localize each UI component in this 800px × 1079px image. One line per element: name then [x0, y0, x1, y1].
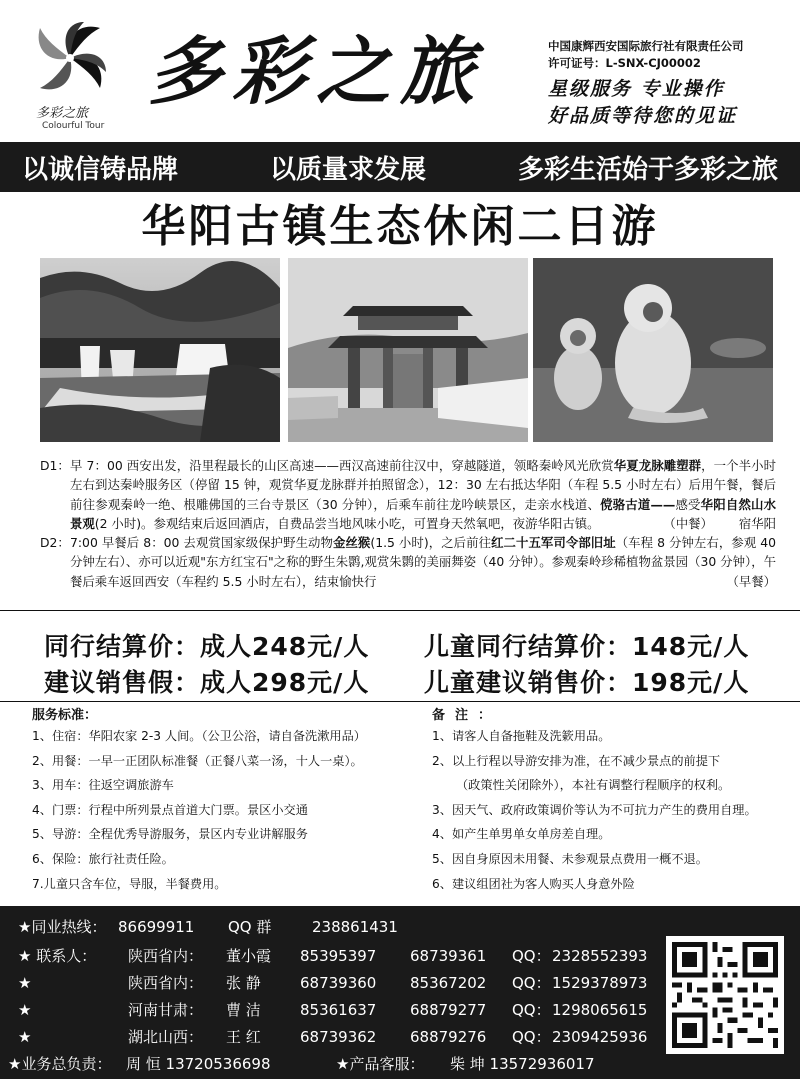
contact-qq-label: QQ：: [512, 947, 551, 965]
contact-qq: 2328552393: [552, 947, 648, 965]
highlight-text: 傥骆古道——: [600, 496, 676, 512]
price-box: [0, 610, 800, 702]
pinwheel-logo-icon: [22, 18, 118, 98]
child-suggested-price: 儿童建议销售价：198元/人: [424, 668, 750, 697]
itinerary-text: (2 小时)。参观结束后返回酒店，自费品尝当地风味小吃，可置身天然氧吧，夜游华阳古镇。: [94, 515, 600, 531]
itinerary-text: （车程 8 分钟左右，参观 40 分钟左右）、亦可以近观"东方红宝石"之称的野生朱鹮,观赏朱鹮的美丽舞姿（40 分钟）。参观秦岭珍稀植物盆景园（30 分钟），午餐后乘车返回西安（车程约 5.5 小时左右），结束愉快行: [70, 535, 777, 589]
contact-panel: [0, 906, 800, 1079]
star-icon: ★: [18, 974, 32, 992]
notes-list: [432, 724, 792, 896]
stay-label: 宿华阳: [738, 515, 776, 531]
itinerary-day-2: [40, 533, 776, 591]
adult-suggested-price: 建议销售假：成人298元/人: [44, 668, 370, 697]
itinerary-text: 7:00 早餐后 8：00 去观赏国家级保护野生动物: [70, 535, 333, 551]
contact-qq-label: QQ：: [512, 1028, 551, 1046]
logo-text: 多彩之旅: [36, 106, 89, 121]
itinerary-text: (1.5 小时)，之后前往: [370, 535, 492, 551]
contact-qq: 1529378973: [552, 974, 648, 992]
qq-group-number: 238861431: [312, 918, 398, 936]
contact-qq: 2309425936: [552, 1028, 648, 1046]
motto-banner: [0, 142, 800, 192]
note-item: 4、如产生单男单女单房差自理。: [432, 827, 611, 842]
contact-qq-label: QQ：: [512, 1001, 551, 1019]
service-item: 3、用车：往返空调旅游车: [32, 778, 174, 793]
itinerary: [40, 456, 776, 591]
contacts-label: ★ 联系人：: [18, 947, 97, 965]
contact-tel-2: 85367202: [410, 974, 487, 992]
services-title: 服务标准：: [32, 708, 98, 723]
slogan-2: 好品质等待您的见证: [548, 105, 738, 127]
contact-region: 湖北山西：: [128, 1028, 204, 1046]
manager-row: [0, 1051, 800, 1077]
contact-qq: 1298065615: [552, 1001, 648, 1019]
contact-tel-1: 68739362: [300, 1028, 377, 1046]
note-item: （政策性关闭除外），本社有调整行程顺序的权利。: [456, 778, 731, 793]
note-item: 2、以上行程以导游安排为准，在不减少景点的前提下: [432, 753, 721, 768]
service-item: 2、用餐：一早一正团队标准餐（正餐八菜一汤，十人一桌）。: [32, 753, 363, 768]
ancient-gate-photo: [288, 258, 528, 442]
notes-title: 备注：: [432, 708, 502, 723]
service-item: 7.儿童只含车位，导服，半餐费用。: [32, 876, 227, 891]
contact-qq-label: QQ：: [512, 974, 551, 992]
contact-tel-2: 68879277: [410, 1001, 487, 1019]
contact-region: 河南甘肃：: [128, 1001, 204, 1019]
motto-2: 以质量求发展: [269, 154, 426, 185]
note-item: 1、请客人自备拖鞋及洗簌用品。: [432, 729, 611, 743]
logo: [22, 18, 122, 138]
qr-code-icon: [672, 942, 778, 1048]
highlight-text: 金丝猴: [332, 535, 371, 551]
note-item: 6、建议组团社为客人购买人身意外险: [432, 876, 635, 891]
service-label: ★产品客服：: [336, 1055, 425, 1073]
contact-tel-1: 85361637: [300, 1001, 377, 1019]
highlight-text: 华阳自然山水景观: [70, 496, 777, 531]
note-item: 3、因天气、政府政策调价等认为不可抗力产生的费用自理。: [432, 802, 757, 817]
service-item: 4、门票：行程中所列景点首道大门票。景区小交通: [32, 802, 308, 817]
meal-label: （早餐）: [726, 573, 776, 589]
tour-title: 华阳古镇生态休闲二日游: [141, 201, 659, 252]
contact-region: 陕西省内：: [128, 974, 204, 992]
header: [0, 0, 800, 142]
service-info: 柴 坤 13572936017: [450, 1055, 595, 1073]
note-item: 5、因自身原因未用餐、未参观景点费用一概不退。: [432, 851, 708, 866]
star-icon: ★: [18, 1028, 32, 1046]
contact-name: 张 静: [226, 974, 261, 992]
contact-tel-1: 85395397: [300, 947, 377, 965]
license-number: 许可证号：L-SNX-CJ00002: [548, 56, 701, 70]
service-item: 6、保险：旅行社责任险。: [32, 851, 174, 866]
contact-region: 陕西省内：: [128, 947, 204, 965]
logo-english: Colourful Tour: [42, 121, 105, 131]
services-list: [32, 724, 422, 896]
contact-tel-2: 68879276: [410, 1028, 487, 1046]
service-item: 1、住宿：华阳农家 2-3 人间。（公卫公浴，请自备洗漱用品）: [32, 729, 366, 743]
contact-tel-2: 68739361: [410, 947, 487, 965]
brand-title: 多彩之旅: [148, 29, 484, 115]
qr-code[interactable]: [666, 936, 784, 1054]
itinerary-text: ，一个半小时左右到达秦岭服务区（停留 15 钟，观赏华夏龙脉群并拍照留念），12：30 左右抵达华阳（车程 5.5 小时左右）后用午餐，餐后前往参观秦岭一绝、根雕佛国的三台寺景区（30 分钟），后乘车前往龙吟峡景区，走亲水栈道、: [70, 458, 777, 512]
price-row-suggested: [44, 663, 750, 699]
price-row-settlement: [44, 627, 750, 663]
highlight-text: 华夏龙脉雕塑群: [613, 458, 702, 473]
day-label: D1：: [40, 458, 70, 473]
meal-label: （中餐）: [669, 515, 713, 531]
motto-1: 以诚信铸品牌: [22, 154, 179, 185]
itinerary-text: 感受: [675, 496, 701, 512]
adult-settlement-price: 同行结算价：成人248元/人: [44, 632, 370, 661]
star-icon: ★: [18, 1001, 32, 1019]
itinerary-day-1: [40, 456, 776, 533]
company-name: 中国康辉西安国际旅行社有限责任公司: [548, 39, 744, 53]
hotline-label: ★同业热线：: [18, 918, 107, 936]
contact-name: 曹 洁: [226, 1001, 261, 1019]
contact-name: 董小霞: [226, 947, 272, 965]
manager-info: 周 恒 13720536698: [126, 1055, 271, 1073]
contact-tel-1: 68739360: [300, 974, 377, 992]
motto-3: 多彩生活始于多彩之旅: [517, 154, 778, 185]
golden-monkey-photo: [533, 258, 773, 442]
contact-name: 王 红: [226, 1028, 261, 1046]
child-settlement-price: 儿童同行结算价：148元/人: [424, 632, 750, 661]
day-label: D2：: [40, 535, 70, 551]
itinerary-text: 早 7：00 西安出发，沿里程最长的山区高速——西汉高速前往汉中，穿越隧道，领略秦岭风光欣赏: [70, 458, 614, 473]
waterfall-photo: [40, 258, 280, 442]
service-item: 5、导游：全程优秀导游服务，景区内专业讲解服务: [32, 827, 308, 842]
qq-group-label: QQ 群: [228, 918, 272, 936]
slogan-1: 星级服务 专业操作: [548, 78, 725, 100]
hotline-number: 86699911: [118, 918, 195, 936]
highlight-text: 红二十五军司令部旧址: [491, 535, 616, 551]
manager-label: ★业务总负责：: [8, 1055, 112, 1073]
